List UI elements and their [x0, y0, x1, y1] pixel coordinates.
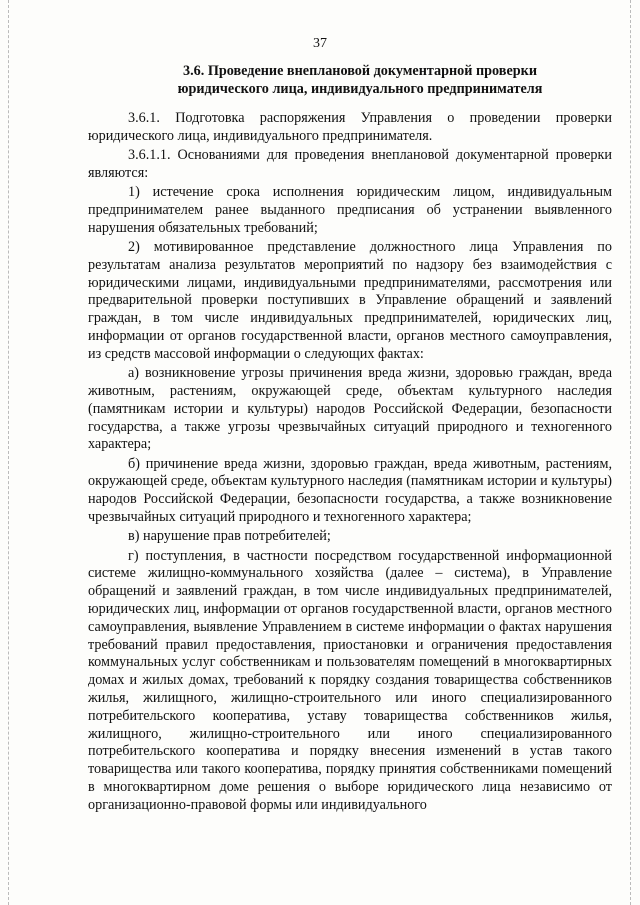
section-heading [150, 62, 570, 98]
paragraph-3-6-1-1: 3.6.1.1. Основаниями для проведения внеплановой документарной проверки являются: [88, 147, 612, 181]
page-number: 37 [313, 36, 327, 51]
section-heading-line-1: 3.6. Проведение внеплановой документарной проверки [183, 63, 537, 79]
paragraph-item-a: а) возникновение угрозы причинения вреда жизни, здоровью граждан, вреда животным, растениям, окружающей среде, объектам культурного наследия (памятникам истории и культуры) народов Российской Федерации, безопасности государства, а также угрозы чрезвычайных ситуаций природного и техногенного характера; [88, 365, 612, 453]
paragraph-item-v: в) нарушение прав потребителей; [128, 528, 331, 545]
paragraph-item-g: г) поступления, в частности посредством государственной информационной системе жилищно-коммунального хозяйства (далее – система), в Управление обращений и заявлений граждан, в том числе индивидуальных предпринимателей, юридических лиц, информации от органов государственной власти, органов местного самоуправления, выявление Управлением в системе информации о фактах нарушения требований правил предоставления, приостановки и ограничения предоставления коммунальных услуг собственникам и пользователям помещений в многоквартирных домах и жилых домах, требований к порядку создания товарищества собственников жилья, жилищного, жилищно-строительного или иного специализированного потребительского кооператива, уставу товарищества собственников жилья, жилищного, жилищно-строительного или иного специализированного потребительского кооператива и порядку внесения изменений в устав такого товарищества или такого кооператива, порядку принятия собственниками помещений в многоквартирном доме решения о выборе юридического лица независимо от организационно-правовой формы или индивидуального [88, 547, 612, 813]
document-body [88, 110, 612, 815]
section-heading-line-2: юридического лица, индивидуального предпринимателя [177, 81, 543, 97]
paragraph-item-2: 2) мотивированное представление должностного лица Управления по результатам анализа результатов мероприятий по надзору без взаимодействия с юридическими лицами, индивидуальными предпринимателями, рассмотрения или предварительной проверки поступивших в Управление обращений и заявлений граждан, в том числе индивидуальных предпринимателей, юридических лиц, информации от органов государственной власти, органов местного самоуправления, из средств массовой информации о следующих фактах: [88, 239, 612, 362]
scan-edge-right [630, 0, 632, 905]
scan-edge-left [8, 0, 10, 905]
paragraph-item-b: б) причинение вреда жизни, здоровью граждан, вреда животным, растениям, окружающей среде, объектам культурного наследия (памятникам истории и культуры) народов Российской Федерации, безопасности государства, а также возникновение чрезвычайных ситуаций природного и техногенного характера; [88, 455, 612, 526]
paragraph-3-6-1: 3.6.1. Подготовка распоряжения Управления о проведении проверки юридического лица, индивидуального предпринимателя. [88, 110, 612, 144]
paragraph-item-1: 1) истечение срока исполнения юридическим лицом, индивидуальным предпринимателем ранее выданного предписания об устранении выявленного нарушения обязательных требований; [88, 184, 612, 236]
